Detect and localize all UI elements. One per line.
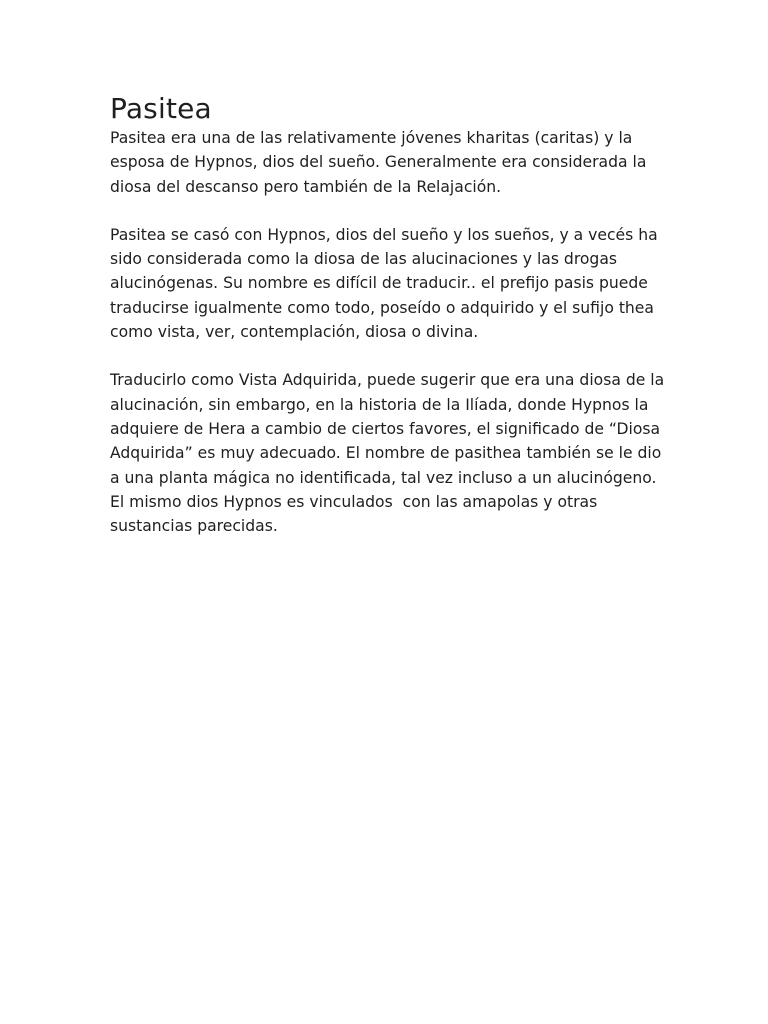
- document-content: [110, 92, 670, 538]
- paragraph-2: Pasitea se casó con Hypnos, dios del sueño y los sueños, y a vecés ha sido considerada como la diosa de las alucinaciones y las drogas alucinógenas. Su nombre es difícil de traducir.. el prefijo pasis puede traducirse igualmente como todo, poseído o adquirido y el sufijo thea como vista, ver, contemplación, diosa o divina.: [110, 225, 663, 342]
- paragraph-1: Pasitea era una de las relativamente jóvenes kharitas (caritas) y la esposa de Hypnos, dios del sueño. Generalmente era considerada la diosa del descanso pero también de la Relajación.: [110, 129, 652, 196]
- paragraph-3: Traducirlo como Vista Adquirida, puede sugerir que era una diosa de la alucinación, sin embargo, en la historia de la Ilíada, donde Hypnos la adquiere de Hera a cambio de ciertos favores, el significado de “Diosa Adquirida” es muy adecuado. El nombre de pasithea también se le dio a una planta mágica no identificada, tal vez incluso a un alucinógeno. El mismo dios Hypnos es vinculados con las amapolas y otras sustancias parecidas.: [110, 371, 670, 536]
- document-title: Pasitea: [110, 92, 212, 125]
